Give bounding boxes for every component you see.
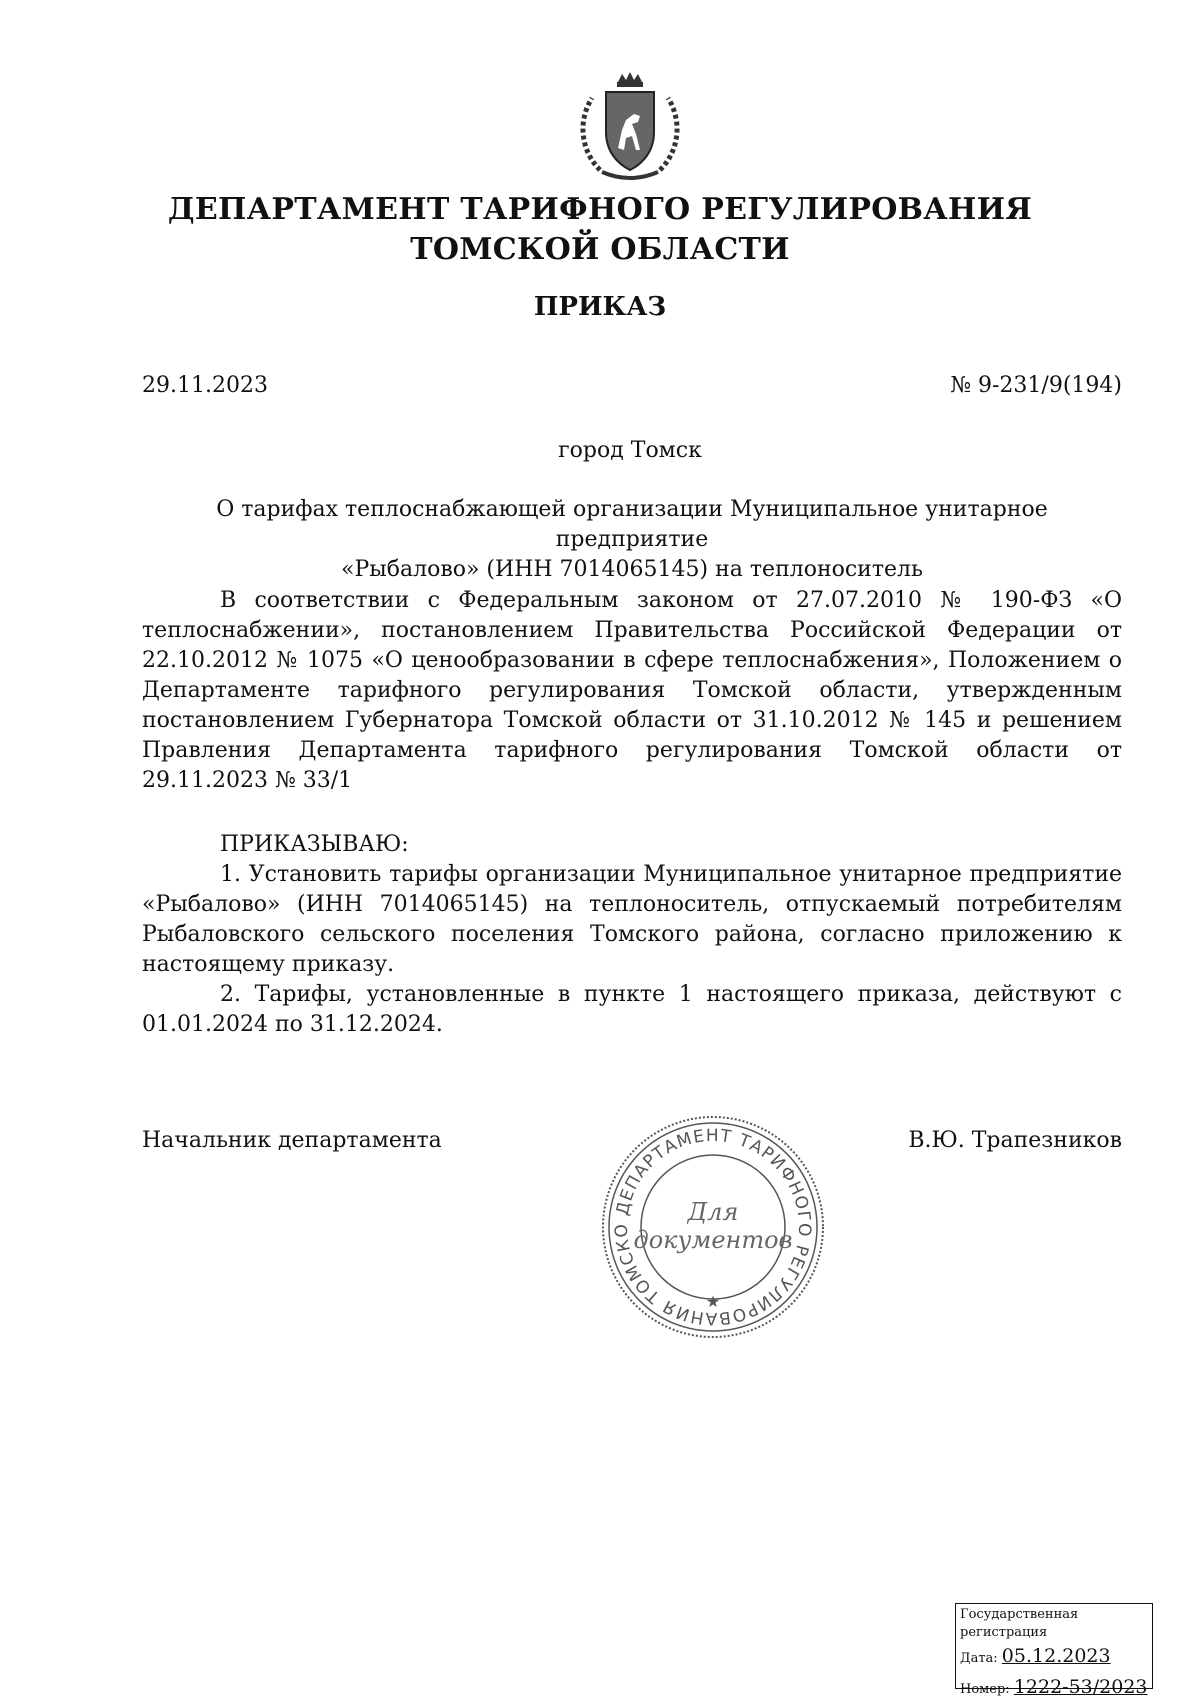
stamp-star-icon: ★ [705,1292,721,1311]
order-subject [142,495,1122,585]
registration-heading: Государственная регистрация [960,1607,1079,1640]
order-item-2: 2. Тарифы, установленные в пункте 1 настоящего приказа, действуют с 01.01.2024 по 31.12.2024. [142,982,1122,1037]
state-registration-box [955,1603,1153,1698]
registration-number-row [960,1673,1148,1704]
registration-date-row [960,1642,1148,1673]
department-title-line-1: ДЕПАРТАМЕНТ ТАРИФНОГО РЕГУЛИРОВАНИЯ [167,192,1033,227]
order-date: 29.11.2023 [142,373,268,398]
decree-heading: ПРИКАЗЫВАЮ: [220,832,409,857]
registration-date-value: 05.12.2023 [1001,1645,1111,1667]
official-stamp [598,1112,828,1342]
stamp-center-line-2: документов [633,1226,793,1254]
registration-number-value: 1222-53/2023 [1013,1676,1148,1698]
order-item-1: 1. Установить тарифы организации Муниципальное унитарное предприятие «Рыбалово» (ИНН 7014065145) на теплоноситель, отпускаемый потребителям Рыбаловского сельского поселения Томского района, согласно приложению к настоящему приказу. [142,862,1122,977]
stamp-ring-text: ДЕПАРТАМЕНТ ТАРИФНОГО РЕГУЛИРОВАНИЯ ТОМСКО [611,1125,815,1329]
coat-of-arms-emblem [570,70,690,190]
order-number: № 9-231/9(194) [950,373,1122,398]
signer-title: Начальник департамента [142,1128,442,1153]
order-subject-line-1: О тарифах теплоснабжающей организации Муниципальное унитарное предприятие [216,497,1048,552]
registration-date-label: Дата: [960,1651,998,1666]
stamp-center-line-1: Для [687,1198,739,1226]
signer-name: В.Ю. Трапезников [908,1128,1122,1153]
city-name: город Томск [558,438,702,463]
preamble-paragraph: В соответствии с Федеральным законом от 27.07.2010 № 190-ФЗ «О теплоснабжении», постановлением Правительства Российской Федерации от 22.10.2012 № 1075 «О ценообразовании в сфере теплоснабжения», Положением о Департаменте тарифного регулирования Томской области, утвержденным постановлением Губернатора Томской области от 31.10.2012 № 145 и решением Правления Департамента тарифного регулирования Томской области от 29.11.2023 № 33/1 [142,588,1122,793]
department-title-line-2: ТОМСКОЙ ОБЛАСТИ [410,232,790,267]
department-title [0,190,1200,270]
registration-number-label: Номер: [960,1682,1010,1697]
document-type-title: ПРИКАЗ [533,292,667,322]
order-body [142,586,1122,1040]
order-subject-line-2: «Рыбалово» (ИНН 7014065145) на теплоноситель [340,557,923,582]
